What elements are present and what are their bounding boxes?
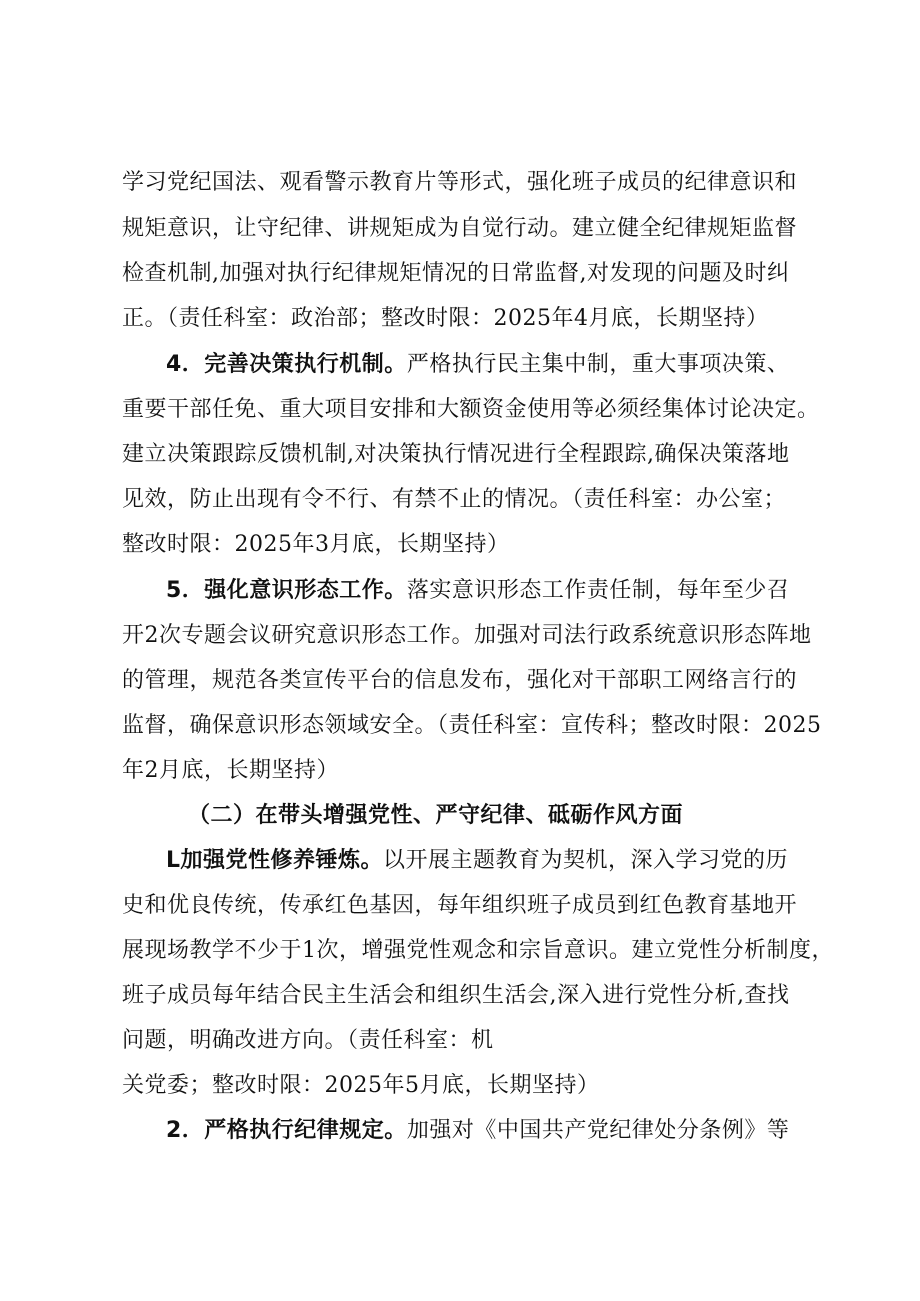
item-5-line	[166, 576, 789, 606]
paragraph-line: 史和优良传统，传承红色基因，每年组织班子成员到红色教育基地开	[122, 893, 798, 918]
item-4-text: 严格执行民主集中制，重大事项决策、	[406, 352, 790, 377]
paragraph-line: 整改时限：2025年3月底，长期坚持）	[122, 532, 510, 557]
paragraph-line: 问题，明确改进方向。（责任科室：机	[122, 1028, 494, 1053]
paragraph-line: 建立决策跟踪反馈机制,对决策执行情况进行全程跟踪,确保决策落地	[122, 442, 790, 467]
paragraph-line: 重要干部任免、重大项目安排和大额资金使用等必须经集体讨论决定。	[122, 397, 820, 422]
item-5-text: 落实意识形态工作责任制，每年至少召	[406, 578, 790, 603]
paragraph-line: 见效，防止出现有令不行、有禁不止的情况。（责任科室：办公室；	[122, 487, 787, 512]
item-2-text: 加强对《中国共产党纪律处分条例》等	[406, 1118, 790, 1143]
item-2-line	[166, 1116, 789, 1146]
paragraph-line: 关党委；整改时限：2025年5月底，长期坚持）	[122, 1073, 600, 1098]
paragraph-line: 年2月底，长期坚持）	[122, 758, 339, 783]
paragraph-line: 监督，确保意识形态领域安全。（责任科室：宣传科；整改时限：2025	[122, 713, 822, 738]
item-1-line	[166, 846, 788, 876]
paragraph-line: 的管理，规范各类宣传平台的信息发布，强化对干部职工网络言行的	[122, 668, 798, 693]
item-1-text: 以开展主题教育为契机，深入学习党的历	[383, 848, 789, 873]
paragraph-line: 开2次专题会议研究意识形态工作。加强对司法行政系统意识形态阵地	[122, 623, 812, 648]
section-heading: （二）在带头增强党性、严守纪律、砥砺作风方面	[188, 803, 684, 828]
paragraph-line: 学习党纪国法、观看警示教育片等形式，强化班子成员的纪律意识和	[122, 170, 798, 195]
paragraph-line: 检查机制,加强对执行纪律规矩情况的日常监督,对发现的问题及时纠	[122, 261, 790, 286]
item-2-heading: 2．严格执行纪律规定。	[166, 1118, 407, 1143]
paragraph-line: 规矩意识，让守纪律、讲规矩成为自觉行动。建立健全纪律规矩监督	[122, 216, 798, 241]
paragraph-line: 展现场教学不少于1次，增强党性观念和宗旨意识。建立党性分析制度，	[122, 938, 834, 963]
item-4-heading: 4．完善决策执行机制。	[166, 352, 407, 377]
item-5-heading: 5．强化意识形态工作。	[166, 578, 407, 603]
paragraph-line: 班子成员每年结合民主生活会和组织生活会,深入进行党性分析,查找	[122, 983, 790, 1008]
item-1-heading: L加强党性修养锤炼。	[166, 848, 384, 873]
item-4-line	[166, 350, 789, 380]
paragraph-line: 正。（责任科室：政治部；整改时限：2025年4月底，长期坚持）	[122, 306, 769, 331]
